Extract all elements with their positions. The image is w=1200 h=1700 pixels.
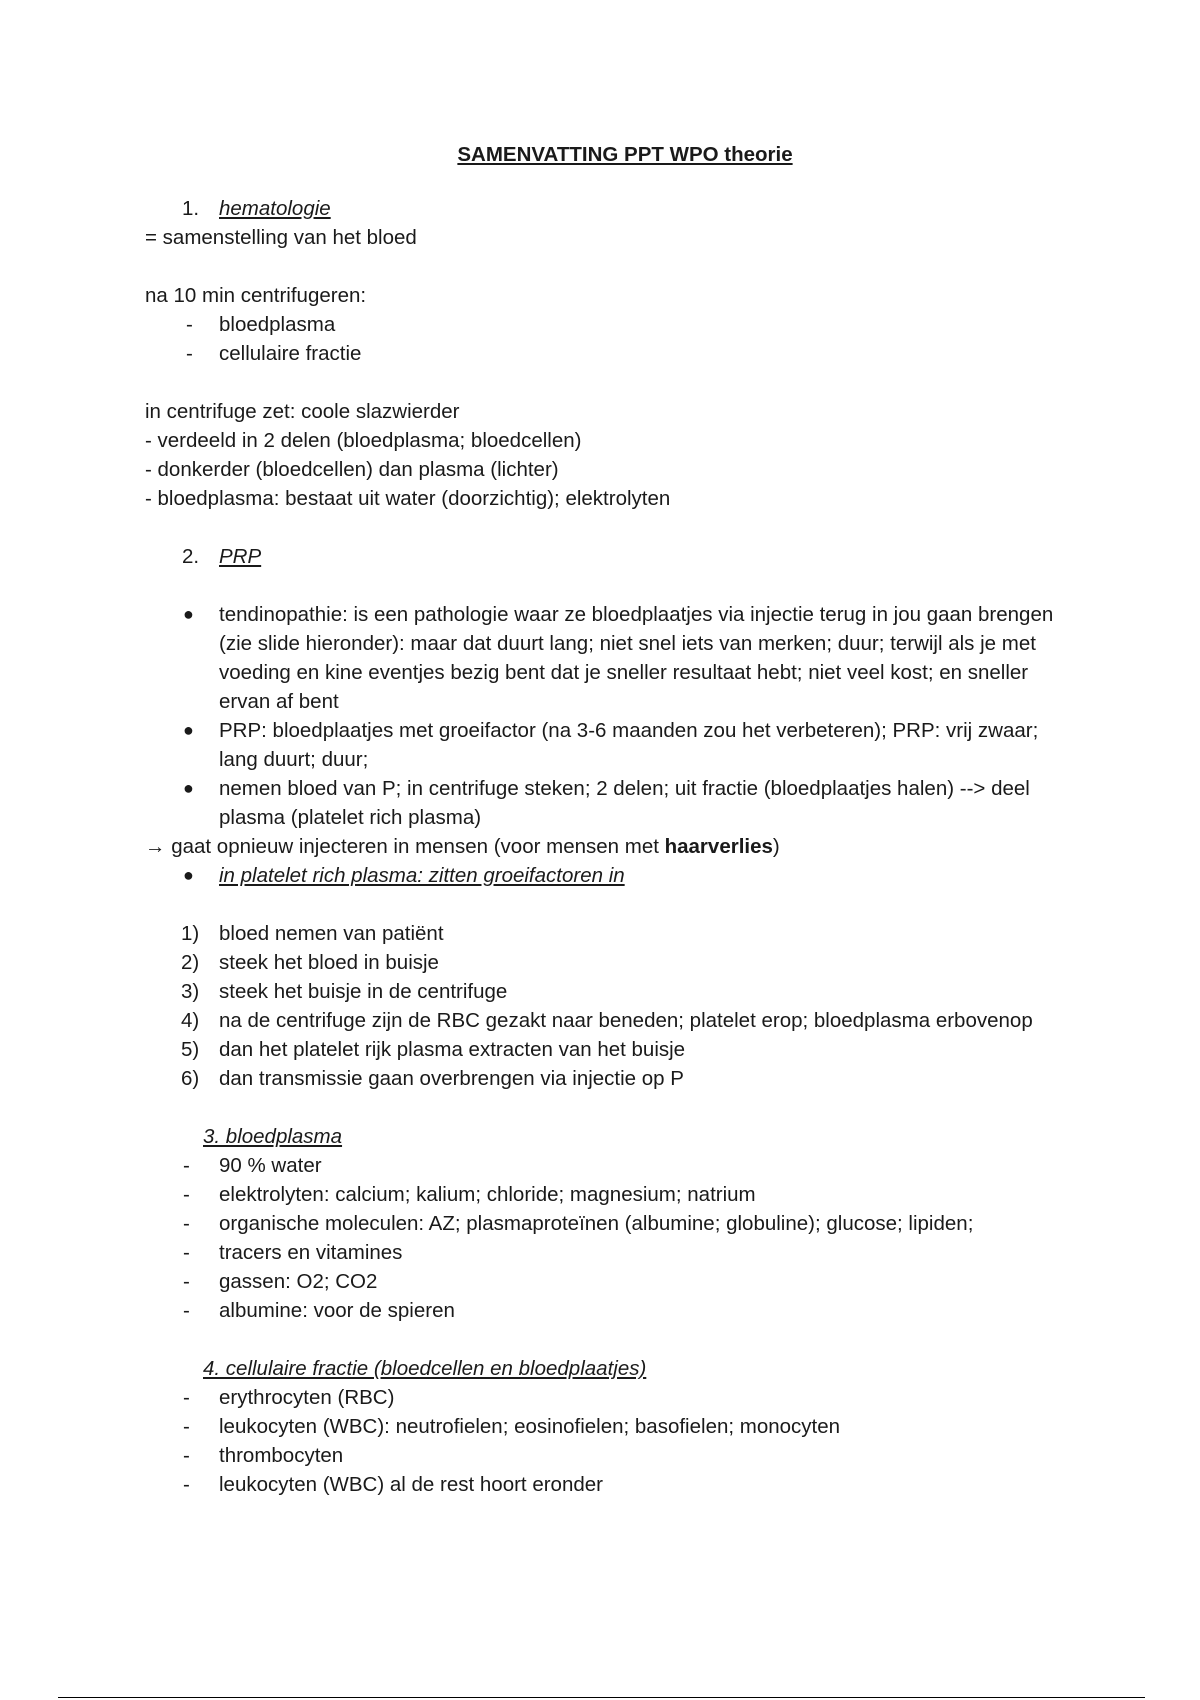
section-number: 1.	[182, 197, 200, 220]
bullet-item: ● tendinopathie: is een pathologie waar ze bloedplaatjes via injectie terug in jou gaan brengen (zie slide hieronder): maar dat duurt lang; niet snel iets van merken; duur; terwijl als je met voeding en kine eventjes bezig bent dat je sneller resultaat hebt; niet veel kost; en sneller ervan af bent	[183, 603, 1054, 713]
list-item: - tracers en vitamines	[183, 1241, 403, 1264]
list-item: - bloedplasma	[186, 313, 336, 336]
note-line: in centrifuge zet: coole slazwierder	[145, 400, 460, 423]
bold-term: haarverlies	[664, 835, 773, 858]
note-line: - donkerder (bloedcellen) dan plasma (lichter)	[145, 458, 559, 481]
note-line: - verdeeld in 2 delen (bloedplasma; bloedcellen)	[145, 429, 582, 452]
step-item: 3) steek het buisje in de centrifuge	[181, 980, 508, 1003]
section-heading-bloedplasma: 3. bloedplasma	[203, 1125, 343, 1148]
section-heading-hematologie	[145, 194, 1075, 223]
section-title: PRP	[219, 545, 262, 568]
page-bottom-rule	[58, 1697, 1145, 1698]
section-heading-cellulaire-fractie: 4. cellulaire fractie (bloedcellen en bloedplaatjes)	[203, 1357, 647, 1380]
centrifuge-intro: na 10 min centrifugeren:	[145, 284, 367, 307]
definition-text: = samenstelling van het bloed	[145, 226, 417, 249]
list-item: - organische moleculen: AZ; plasmaproteïnen (albumine; globuline); glucose; lipiden;	[183, 1212, 974, 1235]
arrow-line: → gaat opnieuw injecteren in mensen (voor mensen met haarverlies)	[145, 835, 780, 858]
section-title: hematologie	[219, 197, 331, 220]
document-page	[145, 140, 1075, 1499]
note-line: - bloedplasma: bestaat uit water (doorzichtig); elektrolyten	[145, 487, 671, 510]
list-item: - erythrocyten (RBC)	[183, 1386, 395, 1409]
list-item: - albumine: voor de spieren	[183, 1299, 455, 1322]
document-title: SAMENVATTING PPT WPO theorie	[457, 143, 793, 166]
bullet-item: ● nemen bloed van P; in centrifuge steken; 2 delen; uit fractie (bloedplaatjes halen) --> deel plasma (platelet rich plasma)	[183, 777, 1030, 829]
step-item: 6) dan transmissie gaan overbrengen via injectie op P	[181, 1067, 684, 1090]
section-heading-prp	[145, 542, 1075, 571]
step-item: 4) na de centrifuge zijn de RBC gezakt naar beneden; platelet erop; bloedplasma erbovenop	[181, 1009, 1033, 1032]
bullet-item-italic: ● in platelet rich plasma: zitten groeifactoren in	[183, 864, 625, 887]
list-item: - leukocyten (WBC): neutrofielen; eosinofielen; basofielen; monocyten	[183, 1415, 841, 1438]
list-item: - 90 % water	[183, 1154, 322, 1177]
step-item: 5) dan het platelet rijk plasma extracten van het buisje	[181, 1038, 686, 1061]
list-item: - leukocyten (WBC) al de rest hoort eronder	[183, 1473, 603, 1496]
section-number: 2.	[182, 545, 200, 568]
bullet-item: ● PRP: bloedplaatjes met groeifactor (na 3-6 maanden zou het verbeteren); PRP: vrij zwaar; lang duurt; duur;	[183, 719, 1039, 771]
list-item: - thrombocyten	[183, 1444, 344, 1467]
list-item: - cellulaire fractie	[186, 342, 362, 365]
step-item: 1) bloed nemen van patiënt	[181, 922, 444, 945]
step-item: 2) steek het bloed in buisje	[181, 951, 439, 974]
list-item: - gassen: O2; CO2	[183, 1270, 378, 1293]
list-item: - elektrolyten: calcium; kalium; chloride; magnesium; natrium	[183, 1183, 756, 1206]
